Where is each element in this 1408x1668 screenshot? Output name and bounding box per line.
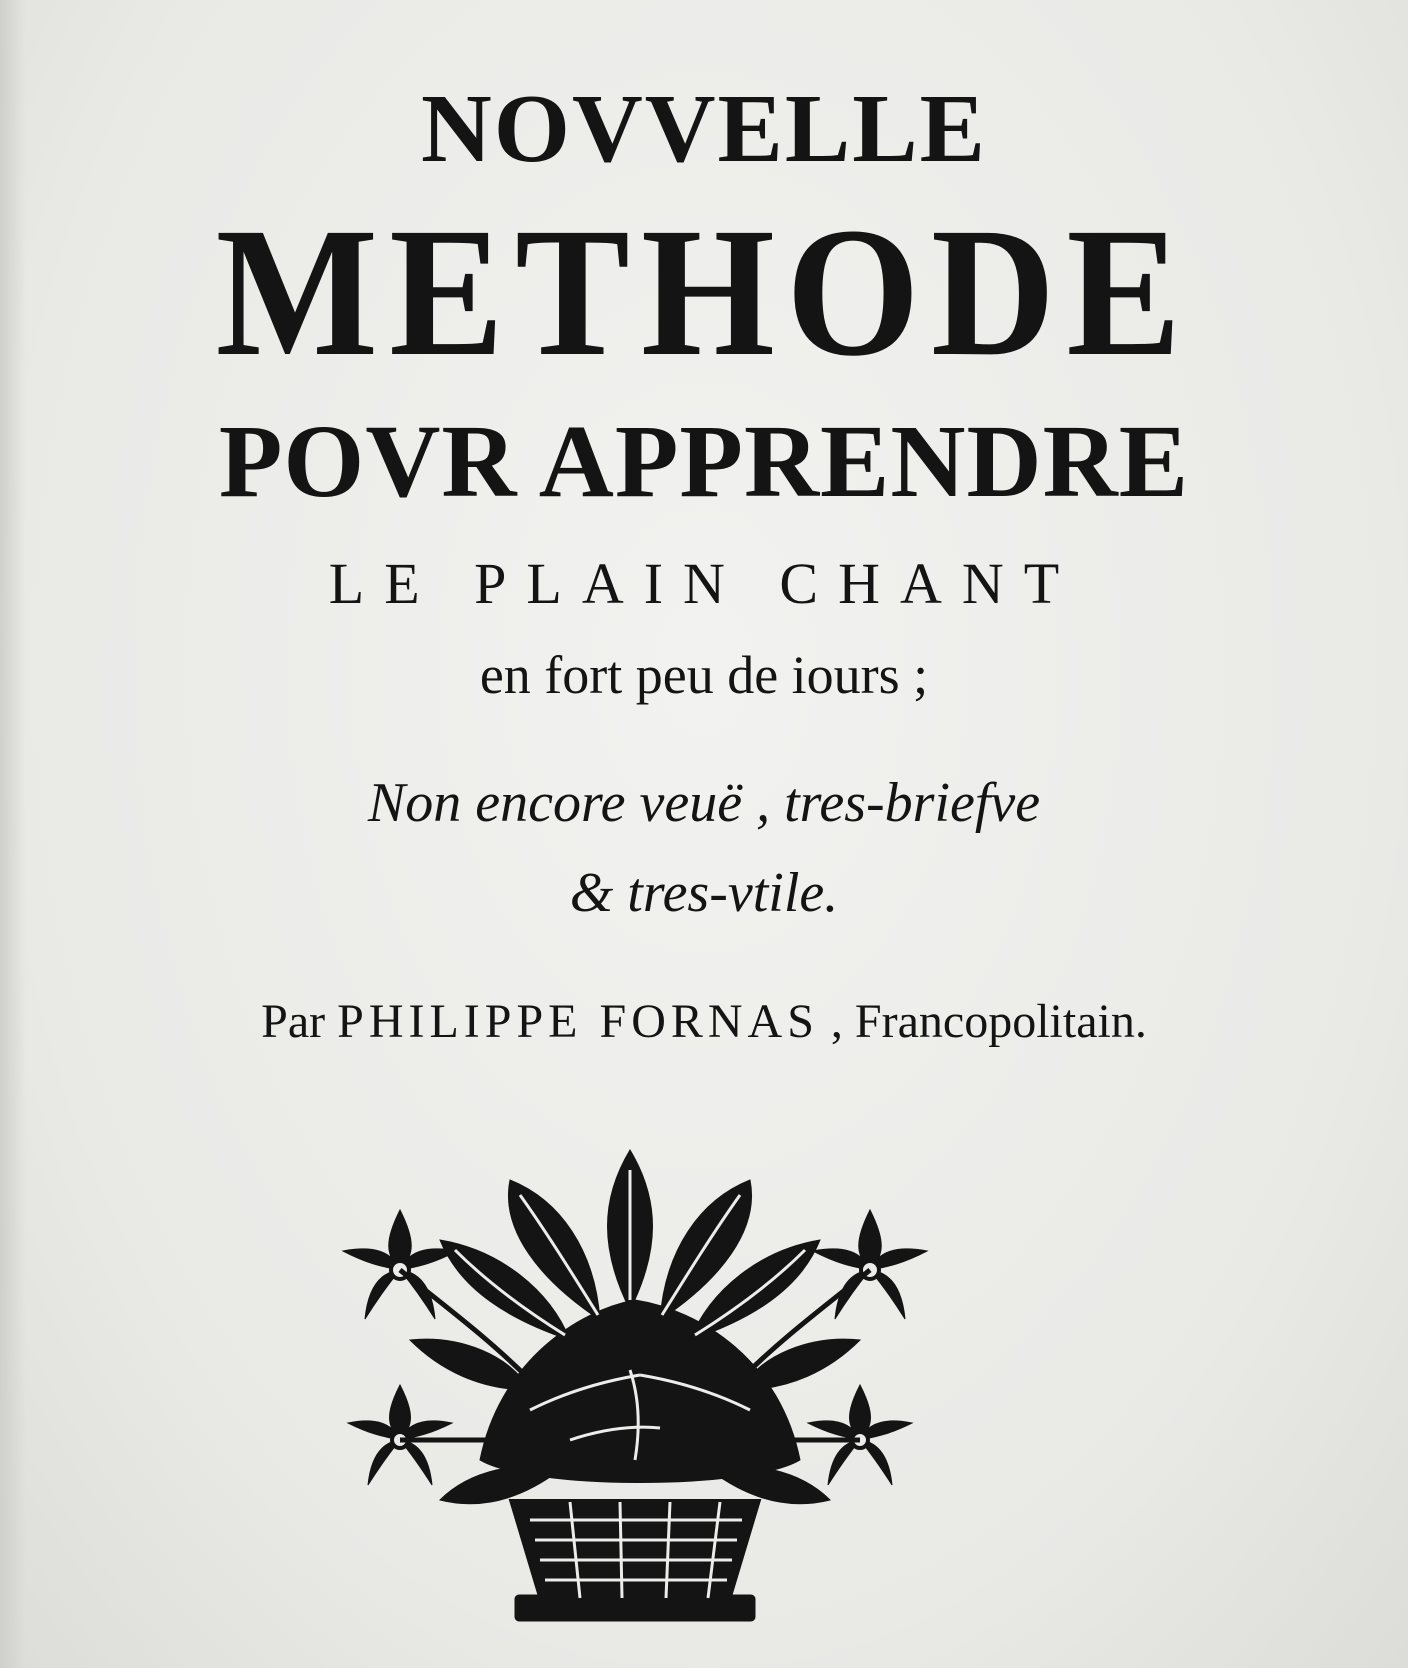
author-name: PHILIPPE FORNAS <box>337 995 819 1048</box>
author-suffix: , Francopolitain. <box>830 995 1147 1048</box>
flower-basket-woodcut-icon <box>330 1140 940 1640</box>
author-line <box>0 995 1408 1048</box>
title-line-methode: METHODE <box>215 190 1193 395</box>
subtitle-line-2: & tres-vtile. <box>569 862 839 924</box>
author-prefix: Par <box>261 995 326 1048</box>
title-line-peu-de-iours: en fort peu de iours ; <box>479 645 929 705</box>
subtitle-line-1: Non encore veuë , tres-briefve <box>367 772 1041 834</box>
title-line-nouvelle: NOVVELLE <box>420 75 987 183</box>
title-line-pour-apprendre: POVR APPRENDRE <box>218 404 1190 519</box>
page-edge-shadow <box>0 0 26 1668</box>
title-line-plain-chant: LE PLAIN CHANT <box>328 551 1080 616</box>
